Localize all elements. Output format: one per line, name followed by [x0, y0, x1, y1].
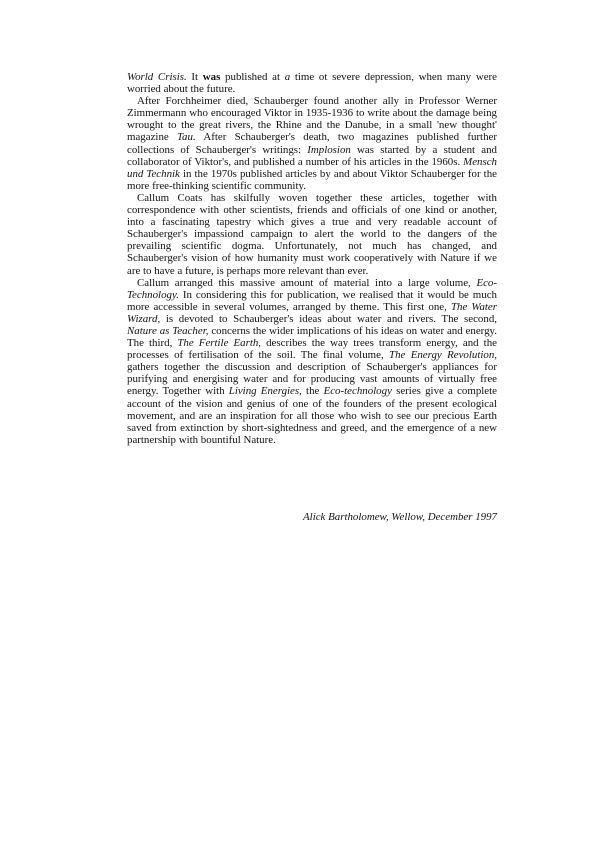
- italic-text: Eco-technology: [323, 385, 392, 398]
- italic-text: Tau.: [177, 131, 196, 144]
- text-run: was started by a student and collaborator of Viktor's, and published a number of his articles in the 1960s.: [127, 143, 497, 168]
- italic-text: Nature as Teacher,: [127, 324, 209, 337]
- text-run: concerns the wider implications of his ideas on water and energy. The third,: [127, 324, 497, 350]
- italic-text: Implosion: [307, 143, 351, 156]
- paragraph: [127, 95, 497, 192]
- text-run: in the 1970s published articles by and about Viktor Schauberger for the more free-thinking scientific community.: [127, 167, 497, 192]
- italic-text: a: [284, 71, 291, 83]
- signature-line: Alick Bartholomew, Wellow, December 1997: [303, 511, 497, 523]
- text-run: is devoted to Schauberger's ideas about water and rivers. The second,: [160, 312, 497, 325]
- paragraph: [127, 192, 497, 277]
- italic-text: Eco-Technology.: [127, 276, 497, 301]
- text-run: series give a complete account of the vision and genius of one of the founders of the present ecological movement, and are an inspiration for all those who wish to see our precious Earth saved from extinction by short-sightedness and greed, and the emergence of a new partnership with bountiful Nature.: [127, 385, 498, 446]
- text-run: published at: [220, 71, 285, 83]
- text-run: Callum Coats has skilfully woven together these articles, together with correspondence with other scientists, friends and officials of one kind or another, into a fascinating tapestry which gives a true and very readable account of Schauberger's impassiond campaign to alert the world to the dangers of the prevailing scientific dogma. Unfortunately, not much has changed, and Schauberger's vision of how humanity must work cooperatively with Nature if we are to have a future, is perhaps more relevant than ever.: [127, 191, 497, 277]
- italic-text: Mensch und Technik: [127, 155, 497, 180]
- text-run: After Forchheimer died, Schauberger found another ally in Professor Werner Zimmermann who encouraged Viktor in 1935-1936 to write about the damage being wrought to the great rivers, the Rhine and the Danube, in a small 'new thought' magazine: [127, 95, 497, 144]
- text-run: After Schauberger's death, two magazines published further collections of Schauberger's writings:: [127, 131, 497, 156]
- text-run: the: [301, 385, 324, 398]
- italic-text: The Energy Revolution,: [389, 349, 497, 362]
- italic-text: The Water Wizard,: [127, 300, 497, 325]
- paragraph: [127, 71, 497, 95]
- italic-text: Living Energies,: [228, 385, 302, 398]
- bold-text: was: [202, 71, 221, 83]
- text-run: Callum arranged this massive amount of material into a large volume,: [137, 276, 477, 289]
- text-run: It: [186, 71, 203, 83]
- italic-text: The Fertile Earth,: [177, 337, 262, 350]
- paragraph: [127, 277, 497, 446]
- italic-text: World Crisis.: [127, 71, 187, 83]
- text-run: time ot severe depression, when many were worried about the future.: [127, 71, 497, 96]
- text-run: gathers together the discussion and description of Schauberger's appliances for purifying and energising water and for producing vast amounts of virtually free energy. Together with: [127, 361, 497, 398]
- text-run: describes the way trees transform energy, and the processes of fertilisation of the soil. The final volume,: [127, 337, 497, 362]
- text-run: In considering this for publication, we realised that it would be much more accessible in several volumes, arranged by theme. This first one,: [127, 288, 497, 313]
- body-text: [127, 71, 497, 446]
